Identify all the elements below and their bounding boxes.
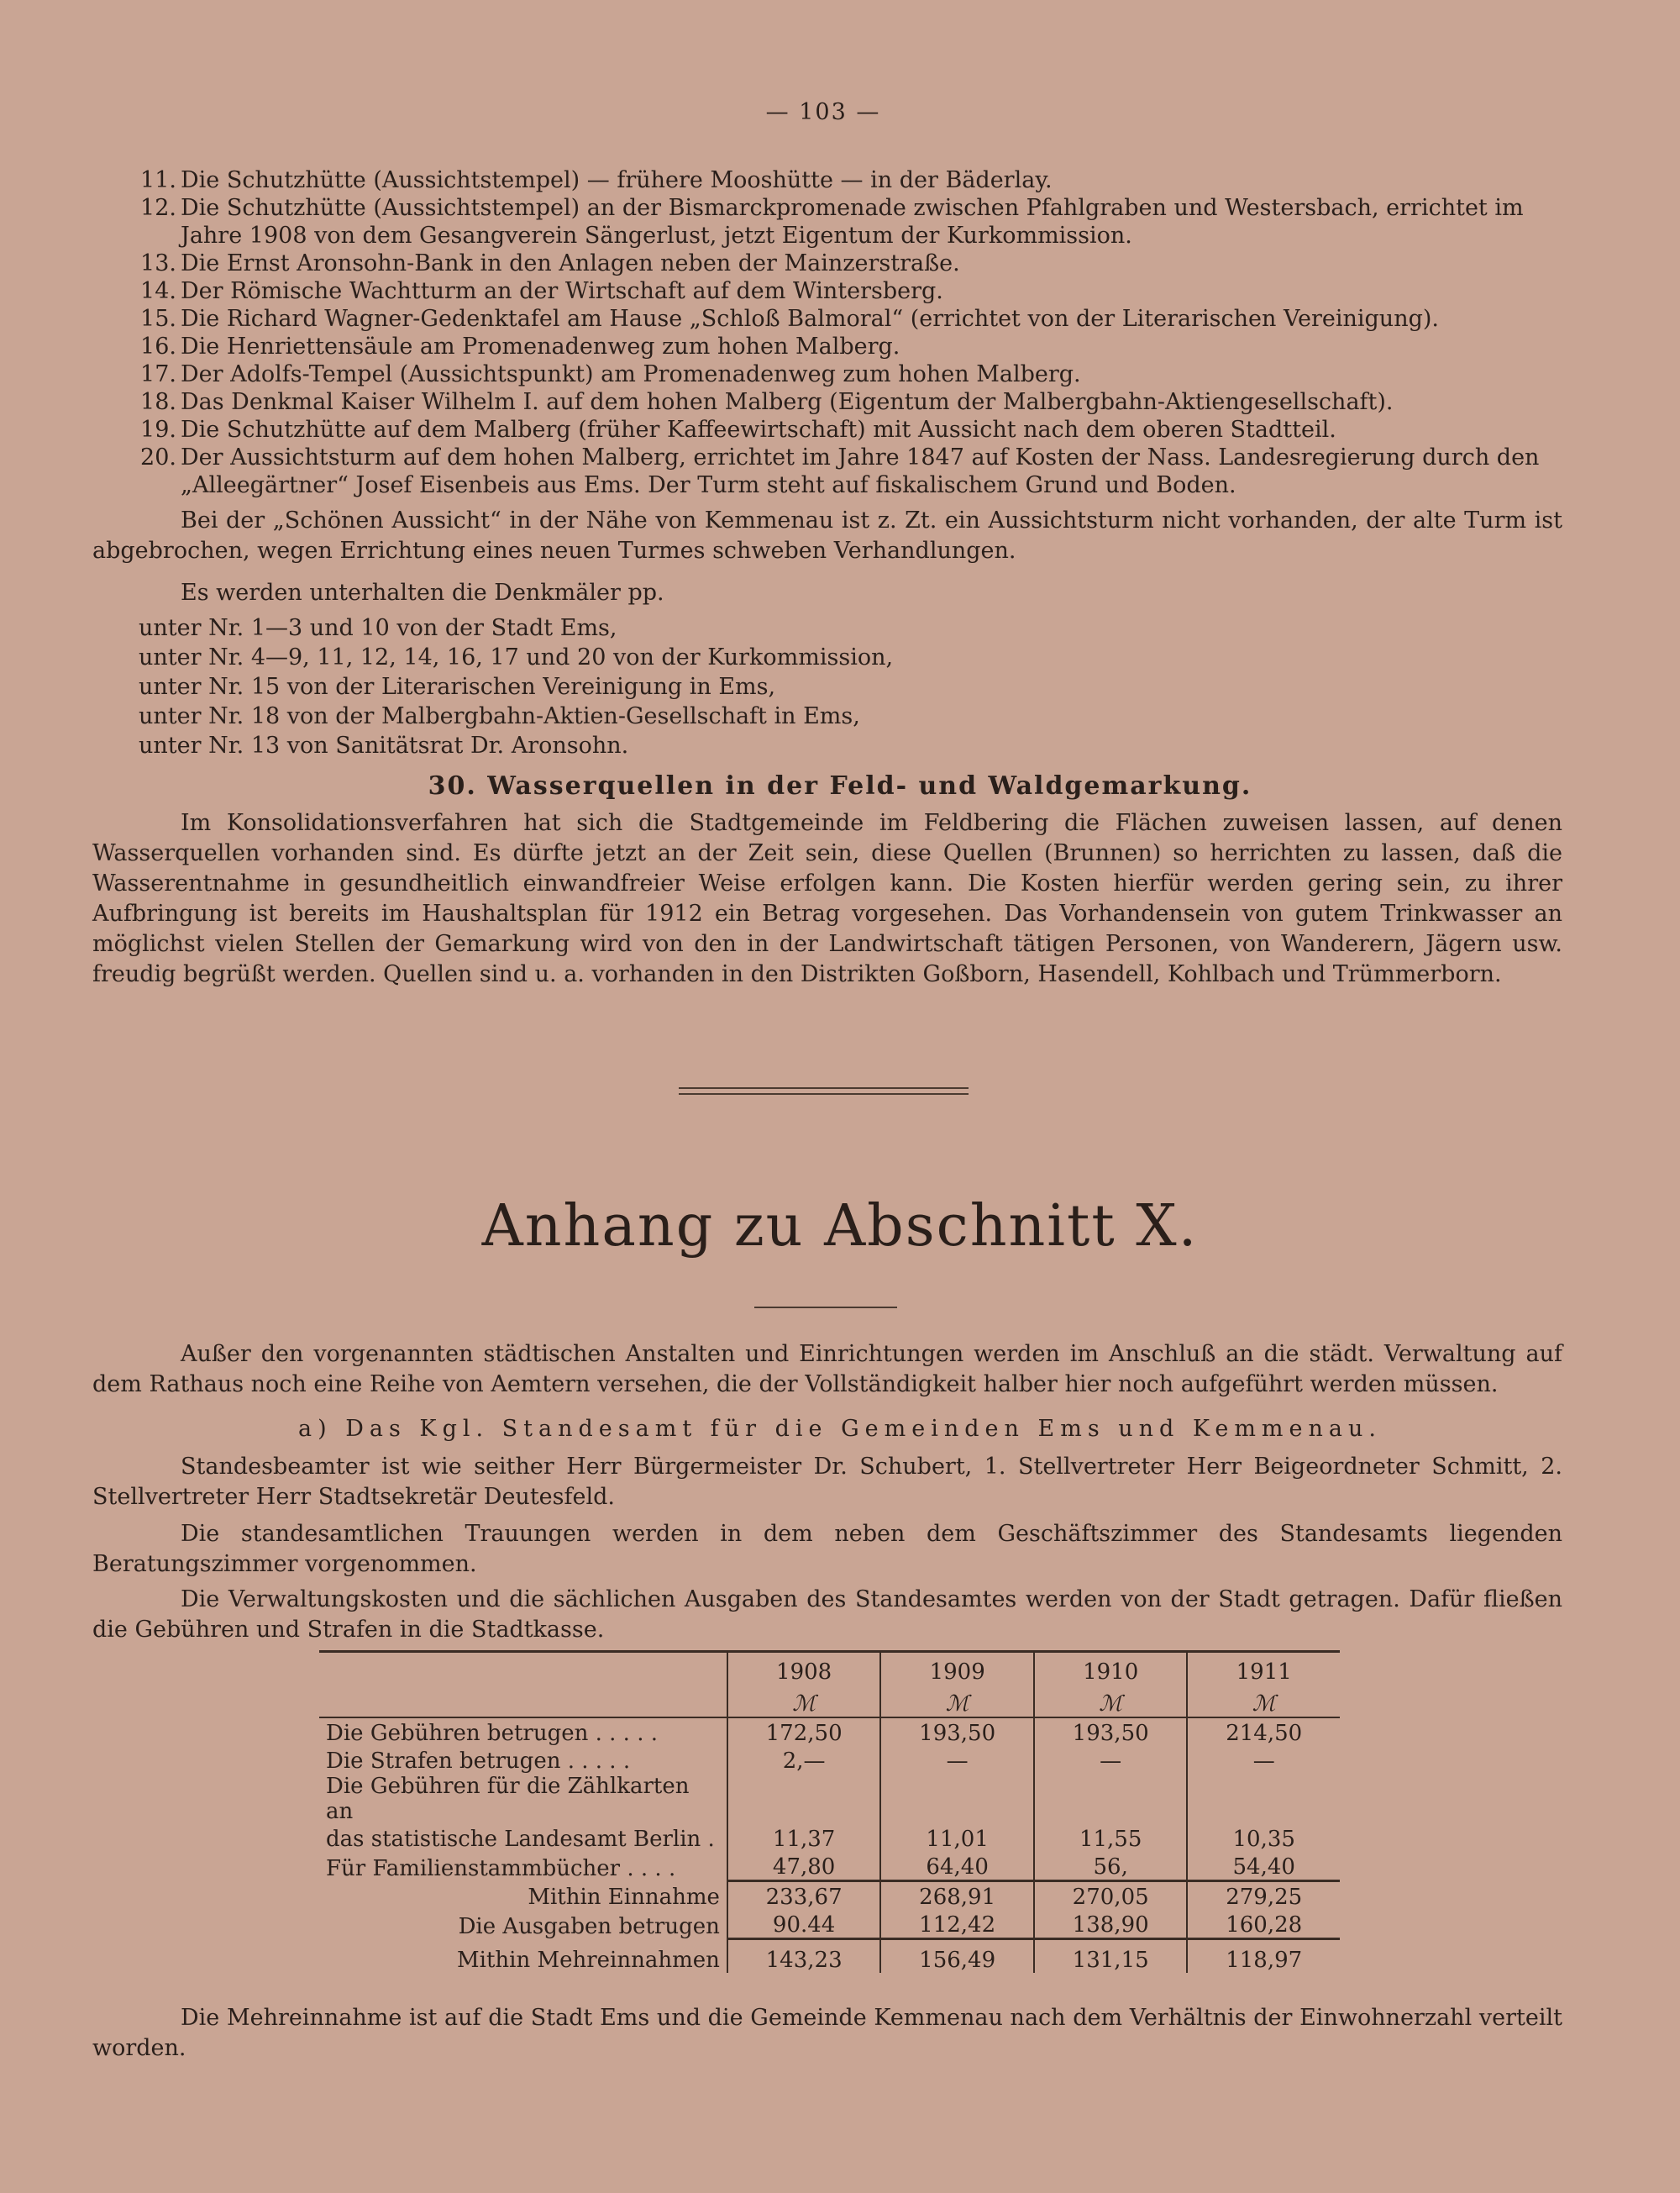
list-item: 12. Die Schutzhütte (Aussichtstempel) an der Bismarckpromenade zwischen Pfahlgraben und Westersbach, errichtet im Jahre 1908 von dem Gesangverein Sängerlust, jetzt Eigentum der Kurkommission.: [140, 195, 1524, 249]
table-row-mehreinnahmen: Mithin Mehreinnahmen 143,23 156,49 131,15 118,97: [319, 1939, 1340, 1973]
unit-cell: ℳ: [1187, 1685, 1340, 1717]
list-item: unter Nr. 4—9, 11, 12, 14, 16, 17 und 20 von der Kurkommission,: [139, 644, 894, 671]
table-header-cell: 1909: [880, 1652, 1034, 1686]
unterhalten-list: [139, 613, 893, 760]
monument-list: [92, 166, 1562, 499]
list-item: unter Nr. 13 von Sanitätsrat Dr. Aronsohn.: [139, 733, 629, 759]
table-row-ausgaben: Die Ausgaben betrugen 90.44 112,42 138,90 160,28: [319, 1910, 1340, 1939]
divider: [679, 1093, 969, 1095]
list-item: 15. Die Richard Wagner-Gedenktafel am Hause „Schloß Balmoral“ (errichtet von der Literarischen Vereinigung).: [140, 306, 1439, 332]
finance-table: [319, 1650, 1340, 1973]
list-item: 13. Die Ernst Aronsohn-Bank in den Anlagen neben der Mainzerstraße.: [140, 250, 960, 276]
table-header-cell: 1908: [727, 1652, 881, 1686]
table-header-cell: 1911: [1187, 1652, 1340, 1686]
paragraph-mehreinnahme: Die Mehreinnahme ist auf die Stadt Ems und die Gemeinde Kemmenau nach dem Verhältnis der Einwohnerzahl verteilt worden.: [92, 2005, 1562, 2061]
paragraph-ausser: Außer den vorgenannten städtischen Anstalten und Einrichtungen werden im Anschluß an die städt. Verwaltung auf dem Rathaus noch eine Reihe von Aemtern versehen, die der Vollständigkeit halber hier noch aufgeführt werden müssen.: [92, 1341, 1562, 1397]
table-row: Für Familienstammbücher . . . . 47,80 64,40 56, 54,40: [319, 1852, 1340, 1881]
list-item: 14. Der Römische Wachtturm an der Wirtschaft auf dem Wintersberg.: [140, 278, 943, 304]
list-item: unter Nr. 1—3 und 10 von der Stadt Ems,: [139, 615, 617, 641]
subheading-standesamt: a) Das Kgl. Standesamt für die Gemeinden Ems und Kemmenau.: [298, 1416, 1382, 1442]
table-header-row: [319, 1652, 1340, 1686]
table-row: Die Gebühren für die Zählkarten an: [319, 1774, 1340, 1824]
paragraph-standesbeamter: Standesbeamter ist wie seither Herr Bürgermeister Dr. Schubert, 1. Stellvertreter Herr Beigeordneter Schmitt, 2. Stellvertreter Herr Stadtsekretär Deutesfeld.: [92, 1454, 1562, 1510]
table-row-einnahme: Mithin Einnahme 233,67 268,91 270,05 279,25: [319, 1881, 1340, 1911]
page-number: — 103 —: [765, 99, 881, 125]
section-heading-30: 30. Wasserquellen in der Feld- und Waldgemarkung.: [428, 771, 1252, 801]
unit-cell: ℳ: [727, 1685, 881, 1717]
list-item: 19. Die Schutzhütte auf dem Malberg (früher Kaffeewirtschaft) mit Aussicht nach dem oberen Stadtteil.: [140, 417, 1336, 443]
list-item: 11. Die Schutzhütte (Aussichtstempel) — frühere Mooshütte — in der Bäderlay.: [140, 167, 1053, 193]
list-item: 17. Der Adolfs-Tempel (Aussichtspunkt) am Promenadenweg zum hohen Malberg.: [140, 361, 1081, 387]
table-header-cell: 1910: [1034, 1652, 1188, 1686]
table-row: das statistische Landesamt Berlin . 11,37 11,01 11,55 10,35: [319, 1824, 1340, 1852]
list-item: 16. Die Henriettensäule am Promenadenweg zum hohen Malberg.: [140, 334, 900, 360]
divider: [754, 1307, 897, 1308]
page-title: Anhang zu Abschnitt X.: [481, 1193, 1199, 1260]
list-item: unter Nr. 18 von der Malbergbahn-Aktien-Gesellschaft in Ems,: [139, 703, 860, 729]
paragraph-schoene-aussicht: Bei der „Schönen Aussicht“ in der Nähe von Kemmenau ist z. Zt. ein Aussichtsturm nicht vorhanden, der alte Turm ist abgebrochen, wegen Errichtung eines neuen Turmes schweben Verhandlungen.: [92, 507, 1562, 564]
unit-cell: ℳ: [880, 1685, 1034, 1717]
paragraph-verwaltungskosten: Die Verwaltungskosten und die sächlichen Ausgaben des Standesamtes werden von der Stadt getragen. Dafür fließen die Gebühren und Strafen in die Stadtkasse.: [92, 1586, 1562, 1643]
list-item: 20. Der Aussichtsturm auf dem hohen Malberg, errichtet im Jahre 1847 auf Kosten der Nass. Landesregierung durch den „Alleegärtner“ Josef Eisenbeis aus Ems. Der Turm steht auf fiskalischem Grund und Boden.: [140, 444, 1540, 498]
paragraph-unterhalten: Es werden unterhalten die Denkmäler pp.: [181, 580, 664, 606]
table-row: Die Gebühren betrugen . . . . . 172,50 193,50 193,50 214,50: [319, 1717, 1340, 1746]
paragraph-wasserquellen: Im Konsolidationsverfahren hat sich die Stadtgemeinde im Feldbering die Flächen zuweisen lassen, auf denen Wasserquellen vorhanden sind. Es dürfte jetzt an der Zeit sein, diese Quellen (Brunnen) so herrichten zu lassen, daß die Wasserentnahme in gesundheitlich einwandfreier Weise erfolgen kann. Die Kosten hierfür werden gering sein, zu ihrer Aufbringung ist bereits im Haushaltsplan für 1912 ein Betrag vorgesehen. Das Vorhandensein von gutem Trinkwasser an möglichst vielen Stellen der Gemarkung wird von den in der Landwirtschaft tätigen Personen, von Wanderern, Jägern usw. freudig begrüßt werden. Quellen sind u. a. vorhanden in den Distrikten Goßborn, Hasendell, Kohlbach und Trümmerborn.: [92, 810, 1562, 987]
list-item: 18. Das Denkmal Kaiser Wilhelm I. auf dem hohen Malberg (Eigentum der Malbergbahn-Aktiengesellschaft).: [140, 389, 1394, 415]
paragraph-trauungen: Die standesamtlichen Trauungen werden in dem neben dem Geschäftszimmer des Standesamts liegenden Beratungszimmer vorgenommen.: [92, 1521, 1562, 1577]
divider: [679, 1087, 969, 1089]
list-item: unter Nr. 15 von der Literarischen Vereinigung in Ems,: [139, 674, 776, 700]
table-unit-row: [319, 1685, 1340, 1717]
table-row: Die Strafen betrugen . . . . . 2,— — — —: [319, 1746, 1340, 1774]
unit-cell: ℳ: [1034, 1685, 1188, 1717]
